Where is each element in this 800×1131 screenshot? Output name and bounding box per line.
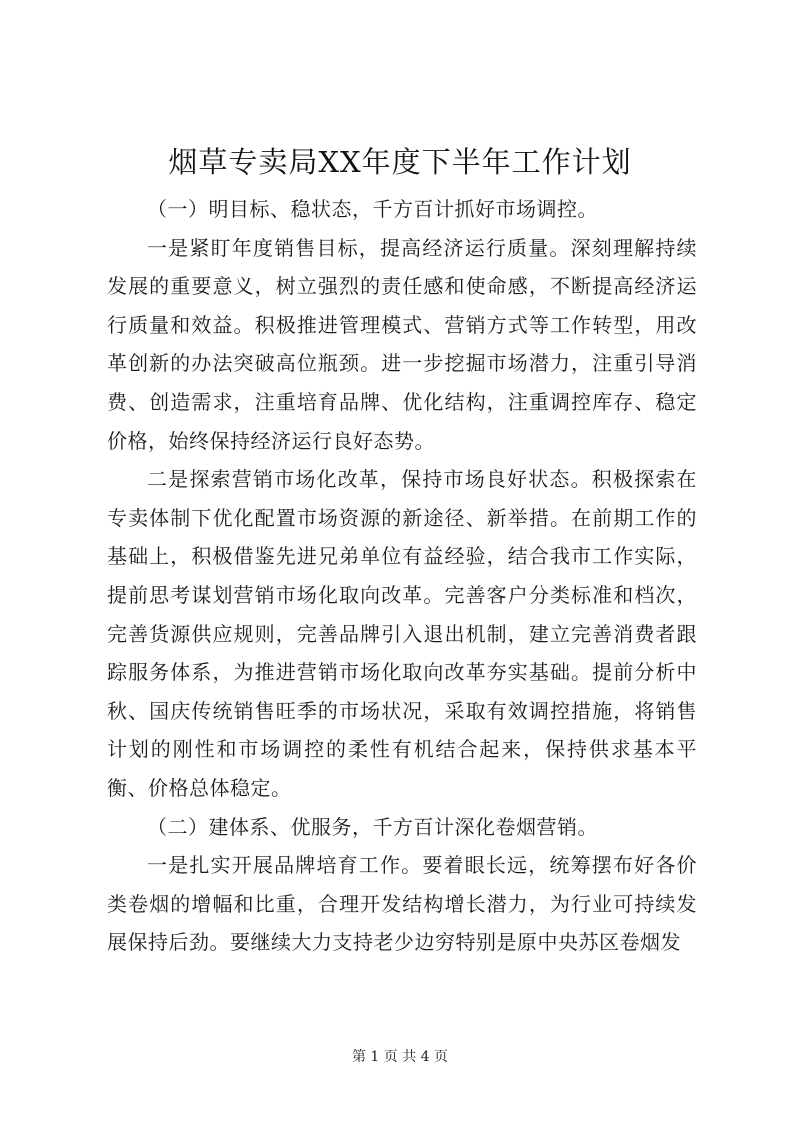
document-title: 烟草专卖局XX年度下半年工作计划 <box>168 145 632 179</box>
page-footer: 第 1 页 共 4 页 <box>351 1049 449 1065</box>
document-body <box>107 190 697 962</box>
paragraph-3: 一是扎实开展品牌培育工作。要着眼长远，统筹摆布好各价类卷烟的增幅和比重，合理开发结构增长潜力，为行业可持续发展保持后劲。要继续大力支持老少边穷特别是原中央苏区卷烟发 <box>107 853 697 955</box>
section-heading-1: （一）明目标、稳状态，千方百计抓好市场调控。 <box>147 197 598 221</box>
paragraph-1: 一是紧盯年度销售目标，提高经济运行质量。深刻理解持续发展的重要意义，树立强烈的责任感和使命感，不断提高经济运行质量和效益。积极推进管理模式、营销方式等工作转型，用改革创新的办法突破高位瓶颈。进一步挖掘市场潜力，注重引导消费、创造需求，注重培育品牌、优化结构，注重调控库存、稳定价格，始终保持经济运行良好态势。 <box>107 235 697 453</box>
section-heading-2: （二）建体系、优服务，千方百计深化卷烟营销。 <box>147 814 598 839</box>
paragraph-2: 二是探索营销市场化改革，保持市场良好状态。积极探索在专卖体制下优化配置市场资源的新途径、新举措。在前期工作的基础上，积极借鉴先进兄弟单位有益经验，结合我市工作实际，提前思考谋划营销市场化取向改革。完善客户分类标准和档次，完善货源供应规则，完善品牌引入退出机制，建立完善消费者跟踪服务体系，为推进营销市场化取向改革夯实基础。提前分析中秋、国庆传统销售旺季的市场状况，采取有效调控措施，将销售计划的刚性和市场调控的柔性有机结合起来，保持供求基本平衡、价格总体稳定。 <box>107 467 697 800</box>
